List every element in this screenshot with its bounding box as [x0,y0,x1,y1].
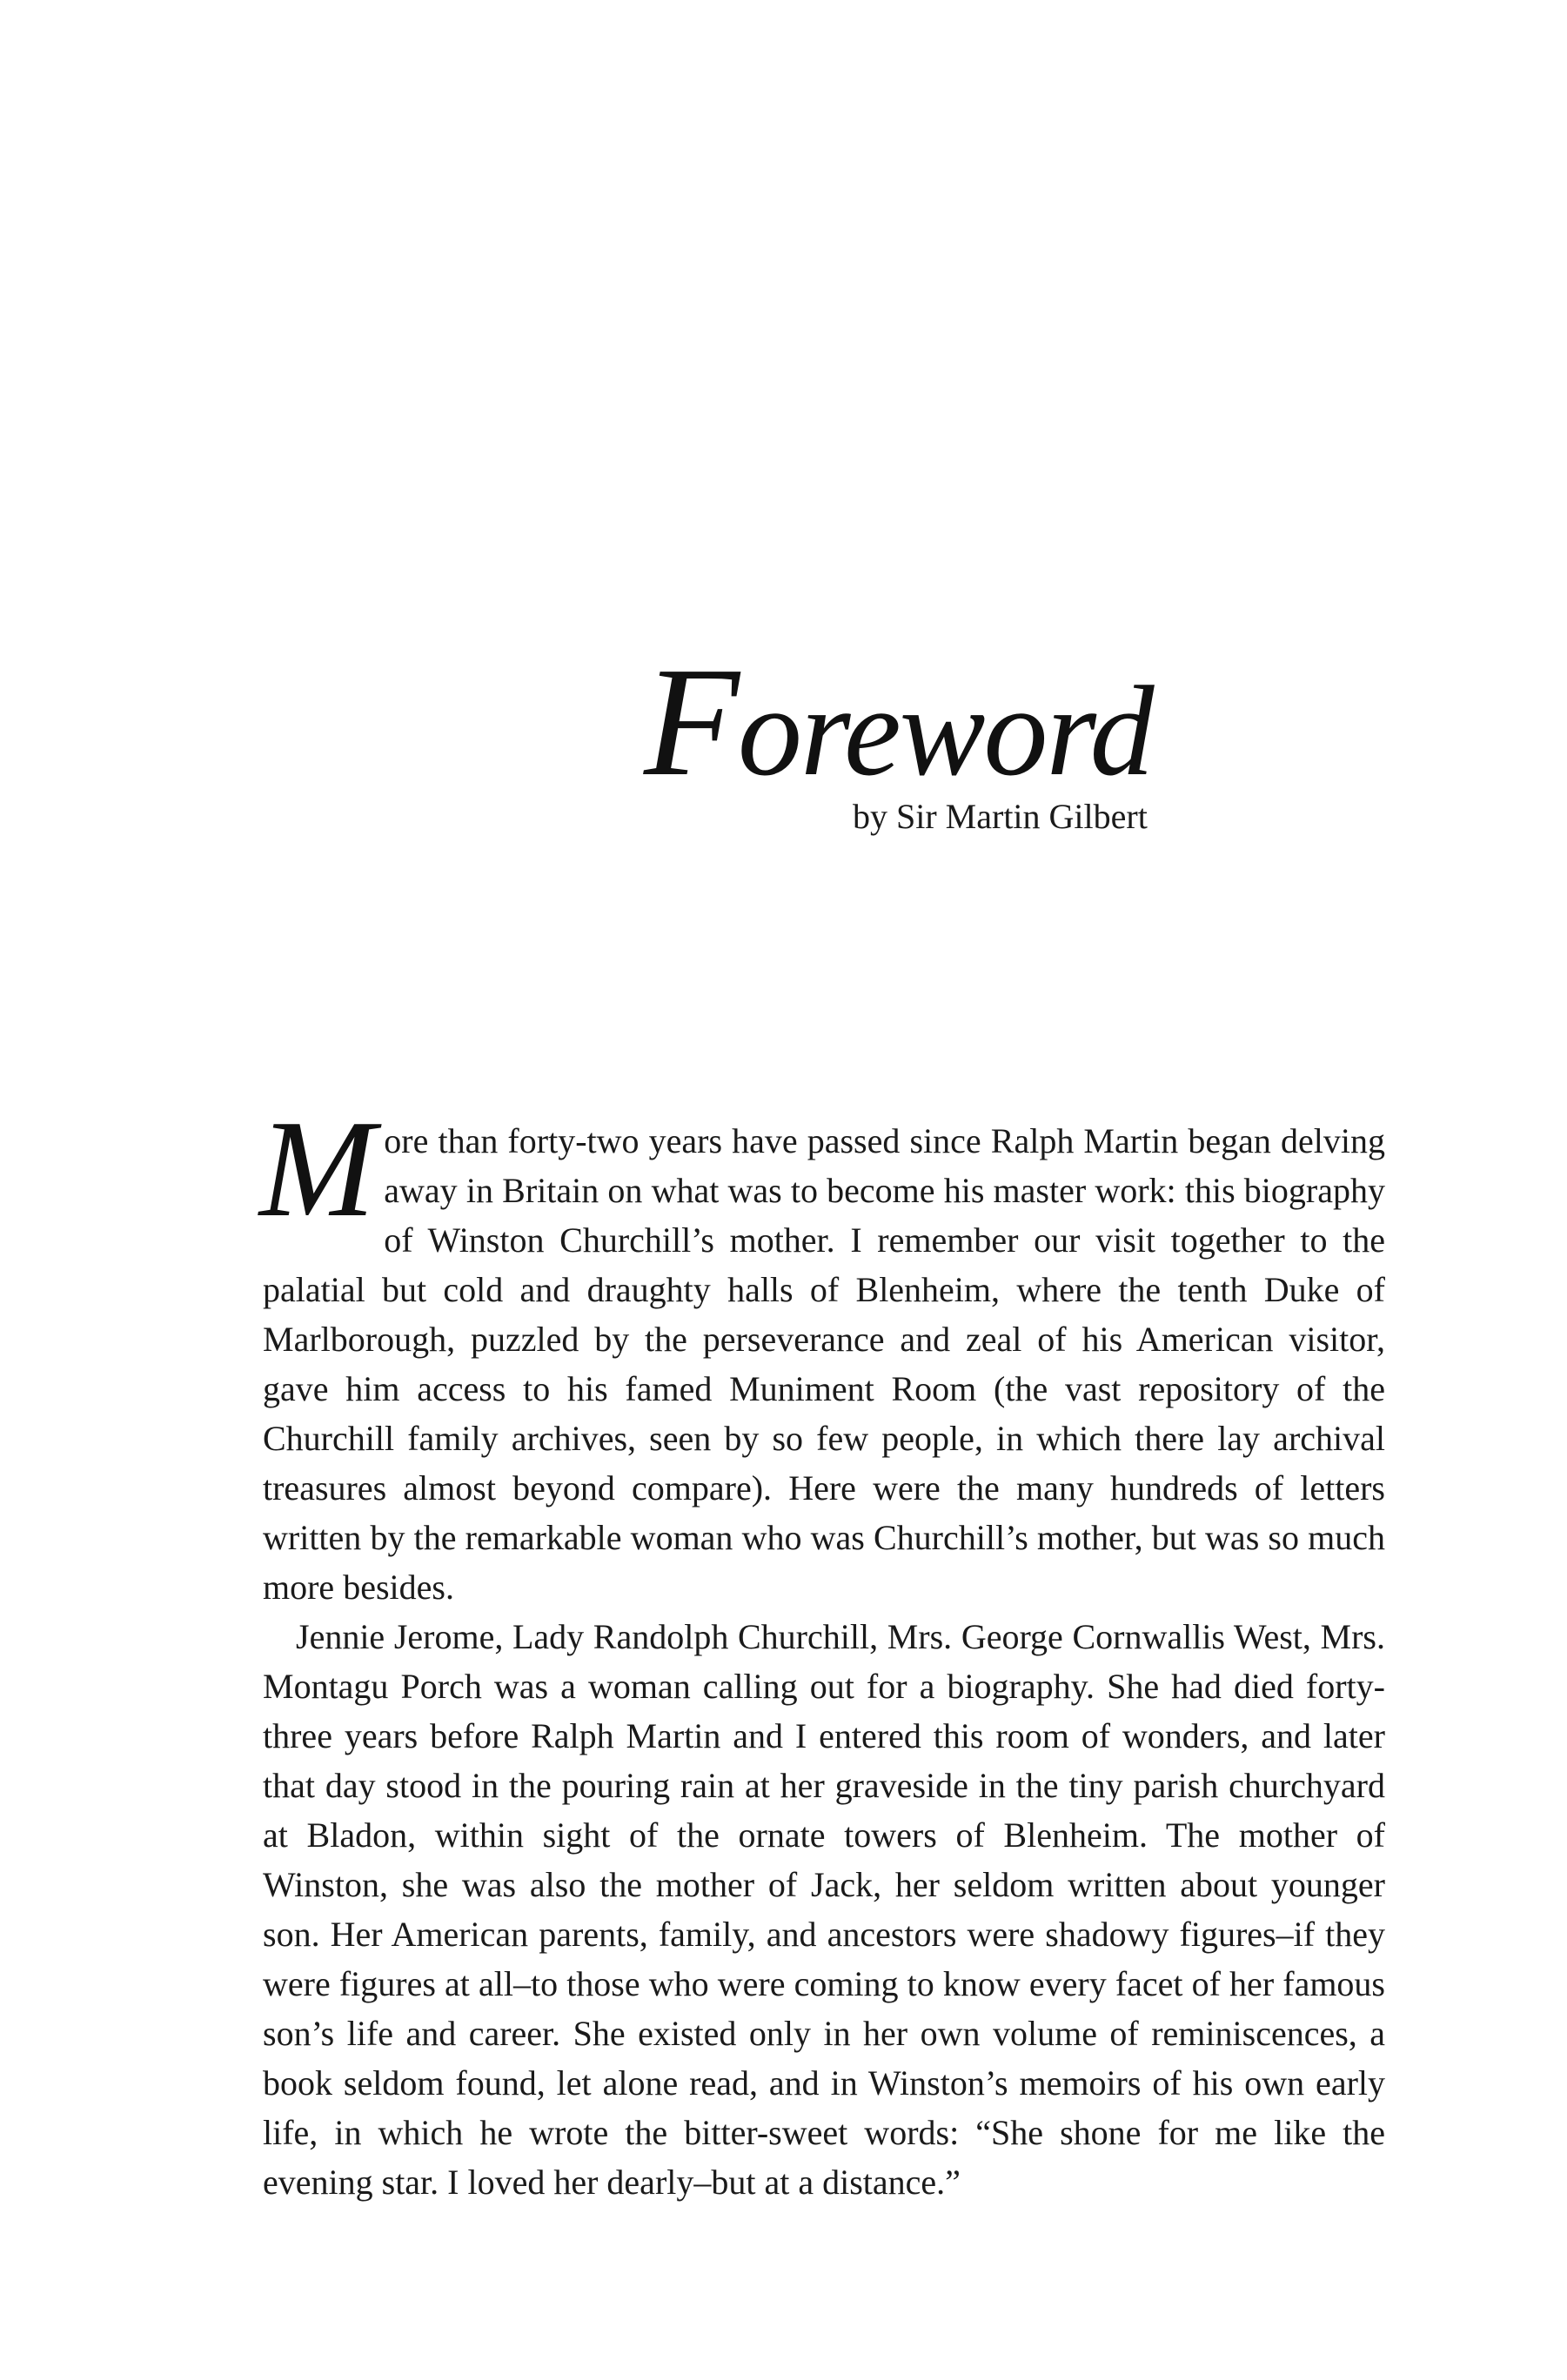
paragraph-1 [259,1091,1385,1612]
drop-cap: M [259,1091,376,1246]
paragraph-1-text: ore than forty-two years have passed since Ralph Martin began delving away in Britain on what was to become his master work: this biography of Winston Churchill’s mother. I remember our visit together to the palatial but cold and draughty halls of Blenheim, where the tenth Duke of Marlborough, puzzled by the perseverance and zeal of his American visitor, gave him access to his famed Muniment Room (the vast repository of the Churchill family archives, seen by so few people, in which there lay archival treasures almost beyond compare). Here were the many hundreds of letters written by the remarkable woman who was Churchill’s mother, but was so much more besides. [263,1121,1385,1607]
chapter-title-initial: F [644,635,738,808]
foreword-body [259,1091,1385,2207]
chapter-title [644,635,1153,808]
paragraph-2: Jennie Jerome, Lady Randolph Churchill, Mrs. George Cornwallis West, Mrs. Montagu Porch was a woman calling out for a biography. She had died forty-three years before Ralph Martin and I entered this room of wonders, and later that day stood in the pouring rain at her graveside in the tiny parish churchyard at Bladon, within sight of the ornate towers of Blenheim. The mother of Winston, she was also the mother of Jack, her seldom written about younger son. Her American parents, family, and ancestors were shadowy figures–if they were figures at all–to those who were coming to know every facet of her famous son’s life and career. She existed only in her own volume of reminiscences, a book seldom found, let alone read, and in Winston’s memoirs of his own early life, in which he wrote the bitter-sweet words: “She shone for me like the evening star. I loved her dearly–but at a distance.” [263,1617,1385,2202]
chapter-title-rest: oreword [737,660,1153,803]
author-byline: by Sir Martin Gilbert [853,797,1148,836]
